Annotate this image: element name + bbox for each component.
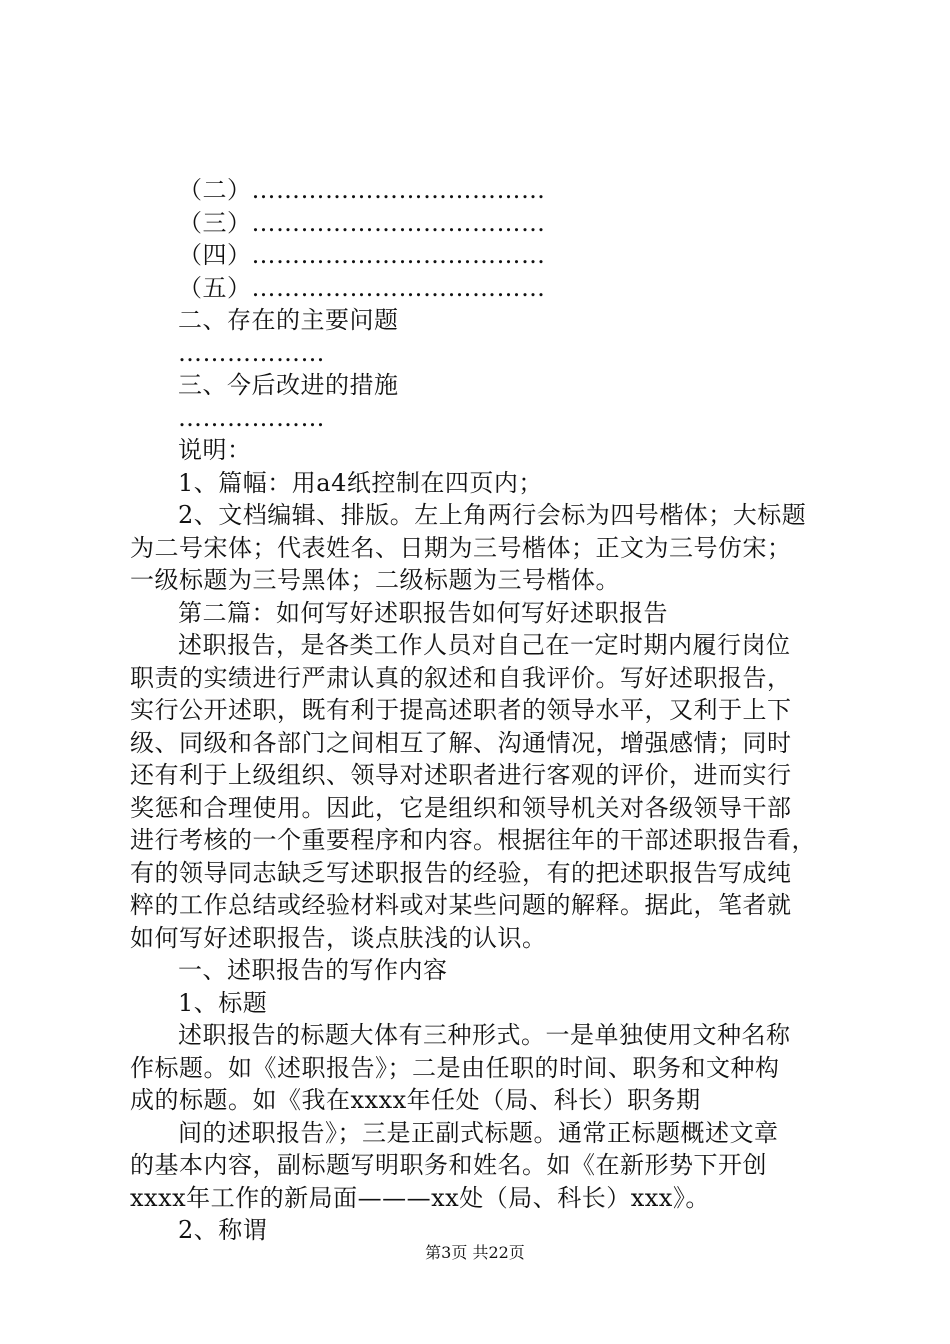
paragraph-line: 粹的工作总结或经验材料或对某些问题的解释。据此，笔者就 — [130, 891, 792, 919]
chapter-title: 第二篇：如何写好述职报告如何写好述职报告 — [178, 598, 668, 627]
document-body — [130, 174, 830, 1247]
outline-item: （二）……………………………… — [178, 176, 546, 204]
ellipsis-line: ……………… — [178, 338, 325, 367]
paragraph-line: 还有利于上级组织、领导对述职者进行客观的评价，进而实行 — [130, 761, 792, 789]
section-heading: 三、今后改进的措施 — [178, 371, 399, 399]
paragraph-line: 间的述职报告》；三是正副式标题。通常正标题概述文章 — [178, 1118, 779, 1147]
section-heading: 一、述职报告的写作内容 — [178, 956, 448, 984]
paragraph-line: 级、同级和各部门之间相互了解、沟通情况，增强感情；同时 — [130, 728, 792, 757]
subsection-heading: 2、称谓 — [178, 1216, 268, 1244]
paragraph-line: 的基本内容，副标题写明职务和姓名。如《在新形势下开创 — [130, 1151, 767, 1179]
ellipsis-line: ……………… — [178, 403, 325, 432]
paragraph-line: 有的领导同志缺乏写述职报告的经验，有的把述职报告写成纯 — [130, 858, 792, 887]
paragraph-line: 述职报告的标题大体有三种形式。一是单独使用文种名称 — [178, 1021, 791, 1049]
outline-item: （三）……………………………… — [178, 208, 546, 237]
outline-item: （五）……………………………… — [178, 273, 546, 302]
paragraph-line: 职责的实绩进行严肃认真的叙述和自我评价。写好述职报告， — [130, 663, 792, 692]
subsection-heading: 1、标题 — [178, 988, 268, 1017]
page-footer: 第3页 共22页 — [425, 1243, 525, 1262]
note-text: 一级标题为三号黑体；二级标题为三号楷体。 — [130, 566, 620, 594]
paragraph-line: 实行公开述职，既有利于提高述职者的领导水平，又利于上下 — [130, 696, 792, 724]
paragraph-line: 作标题。如《述职报告》；二是由任职的时间、职务和文种构 — [130, 1053, 780, 1082]
section-heading: 二、存在的主要问题 — [178, 306, 399, 334]
note-text: 为二号宋体；代表姓名、日期为三号楷体；正文为三号仿宋； — [130, 533, 792, 562]
paragraph-line: 如何写好述职报告，谈点肤浅的认识。 — [130, 923, 547, 952]
paragraph-line: 成的标题。如《我在xxxx年任处（局、科长）职务期 — [130, 1086, 701, 1114]
note-item: 2、文档编辑、排版。左上角两行会标为四号楷体；大标题 — [178, 501, 807, 529]
paragraph-line: 述职报告，是各类工作人员对自己在一定时期内履行岗位 — [178, 631, 791, 659]
outline-item: （四）……………………………… — [178, 241, 546, 269]
note-heading: 说明： — [178, 436, 252, 464]
note-item: 1、篇幅：用a4纸控制在四页内； — [178, 468, 543, 497]
paragraph-line: 奖惩和合理使用。因此，它是组织和领导机关对各级领导干部 — [130, 793, 792, 822]
paragraph-line: xxxx年工作的新局面———xx处（局、科长）xxx》。 — [130, 1183, 710, 1212]
paragraph-line: 进行考核的一个重要程序和内容。根据往年的干部述职报告看， — [130, 826, 816, 854]
